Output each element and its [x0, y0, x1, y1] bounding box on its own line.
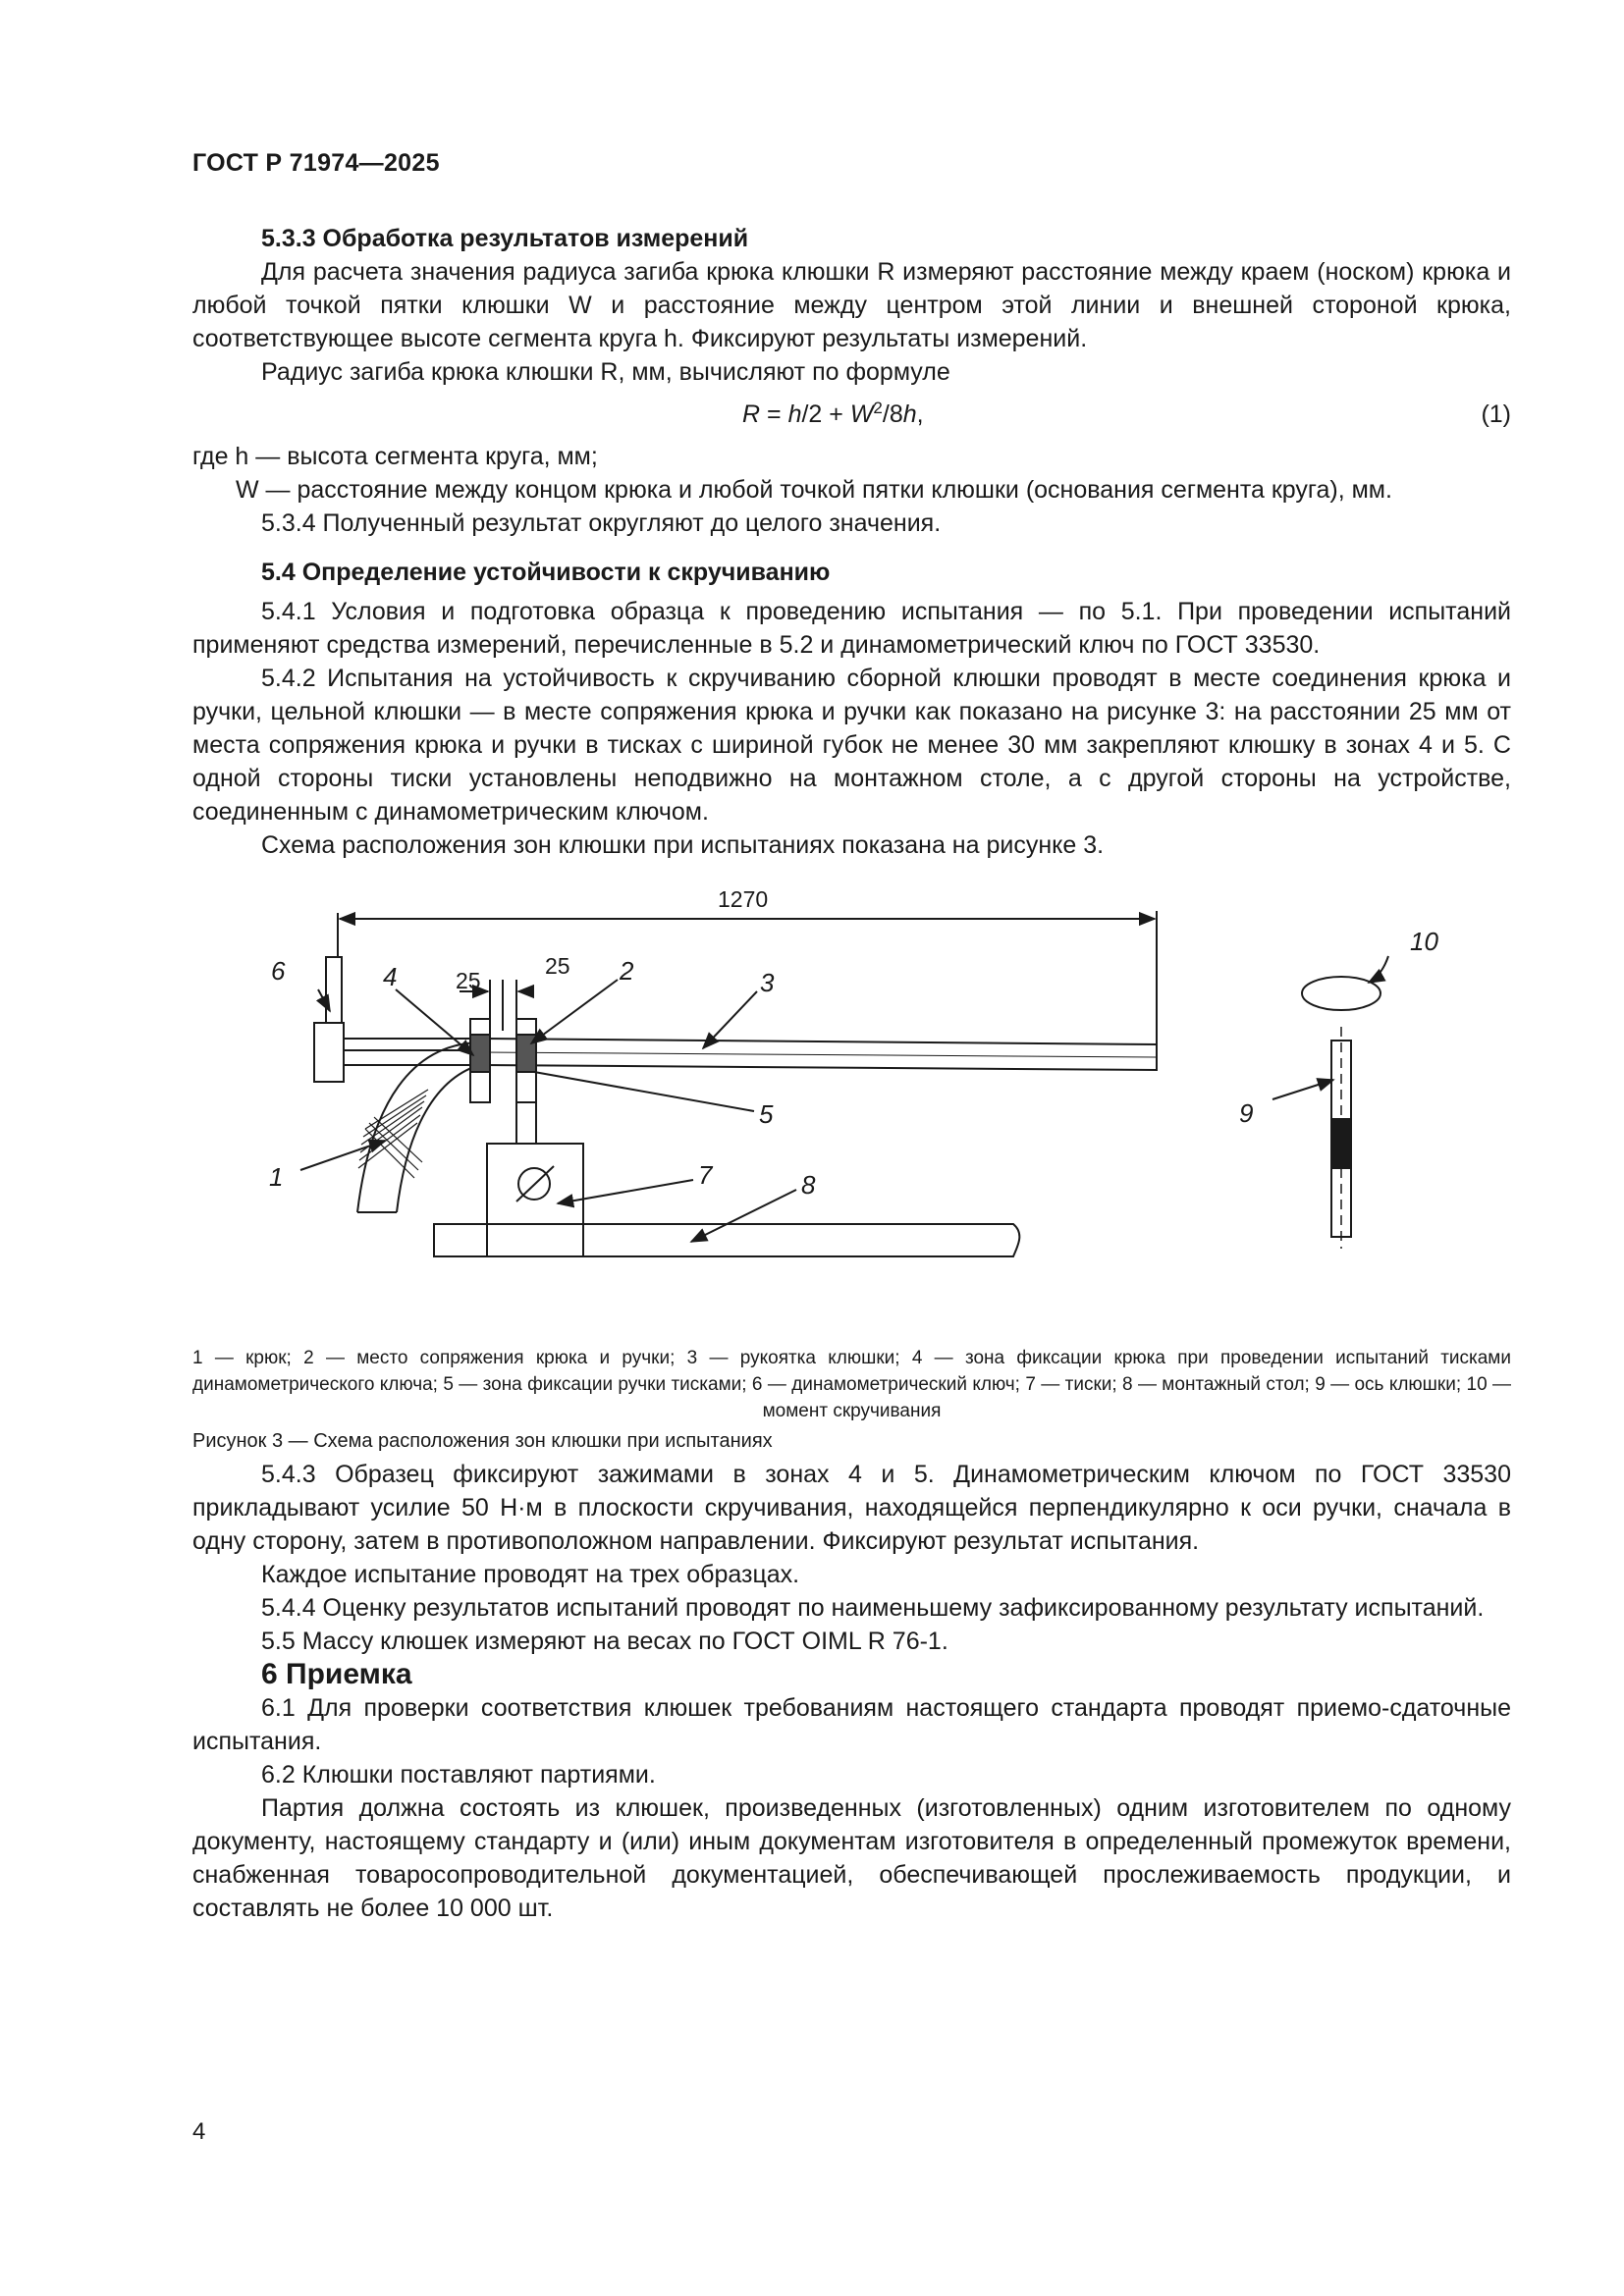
paragraph-5-5: 5.5 Массу клюшек измеряют на весах по ГОСТ OIML R 76-1. [261, 1628, 948, 1655]
label-3: 3 [760, 968, 775, 997]
label-9: 9 [1239, 1098, 1254, 1128]
label-4: 4 [383, 962, 398, 991]
where-h: где h — высота сегмента круга, мм; [192, 443, 598, 470]
formula-line [192, 391, 1511, 438]
paragraph-5-4-1: 5.4.1 Условия и подготовка образца к проведению испытания — по 5.1. При проведении испытаний применяют средства измерений, перечисленные в 5.2 и динамометрический ключ по ГОСТ 33530. [192, 598, 1511, 659]
where-w: W — расстояние между концом крюка и любой точкой пятки клюшки (основания сегмента круга), мм. [236, 476, 1392, 504]
document-header: ГОСТ Р 71974—2025 [192, 149, 440, 177]
paragraph-5-3-3: Для расчета значения радиуса загиба крюка клюшки R измеряют расстояние между краем (носком) крюка и любой точкой пятки клюшки W и расстояние между центром этой линии и внешней стороной крюка, соответствующее высоте сегмента круга h. Фиксируют результаты измерений. [192, 258, 1511, 352]
paragraph-6-2: 6.2 Клюшки поставляют партиями. [261, 1761, 656, 1789]
formula: $R = h/2 + W^2/8h$, [742, 399, 924, 428]
heading-6: 6 Приемка [261, 1658, 412, 1690]
paragraph-each-test: Каждое испытание проводят на трех образцах. [261, 1561, 800, 1588]
heading-5-4: 5.4 Определение устойчивости к скручиванию [261, 559, 831, 586]
dimension-25-right: 25 [545, 953, 570, 979]
page-number: 4 [192, 2118, 206, 2145]
label-7: 7 [698, 1160, 713, 1190]
label-2: 2 [620, 956, 634, 986]
dimension-1270: 1270 [718, 886, 769, 912]
label-6: 6 [271, 956, 286, 986]
label-5: 5 [759, 1099, 774, 1129]
figure-3-legend: 1 — крюк; 2 — место сопряжения крюка и ручки; 3 — рукоятка клюшки; 4 — зона фиксации крюка при проведении испытаний тисками динамометрического ключа; 5 — зона фиксации ручки тисками; 6 — динамометрический ключ; 7 — тиски; 8 — монтажный стол; 9 — ось клюшки; 10 — момент скручивания [192, 1348, 1511, 1421]
paragraph-5-4-2: 5.4.2 Испытания на устойчивость к скручиванию сборной клюшки проводят в месте соединения крюка и ручки, цельной клюшки — в месте сопряжения крюка и ручки как показано на рисунке 3: на расстоянии 25 мм от места сопряжения крюка и ручки в тисках с шириной губок не менее 30 мм закрепляют клюшку в зонах 4 и 5. С одной стороны тиски установлены неподвижно на монтажном столе, а с другой стороны на устройстве, соединенным с динамометрическим ключом. [192, 665, 1511, 826]
paragraph-scheme: Схема расположения зон клюшки при испытаниях показана на рисунке 3. [261, 831, 1105, 859]
formula-number: (1) [1481, 400, 1511, 428]
dimension-25-left: 25 [456, 968, 481, 993]
document-body [192, 222, 1511, 1925]
label-8: 8 [801, 1170, 816, 1200]
figure-3 [192, 883, 1511, 1345]
paragraph-6-1: 6.1 Для проверки соответствия клюшек требованиям настоящего стандарта проводят приемо-сдаточные испытания. [192, 1694, 1511, 1755]
paragraph-5-4-3: 5.4.3 Образец фиксируют зажимами в зонах 4 и 5. Динамометрическим ключом по ГОСТ 33530 прикладывают усилие 50 Н·м в плоскости скручивания, находящейся перпендикулярно к оси ручки, сначала в одну сторону, затем в противоположном направлении. Фиксируют результат испытания. [192, 1461, 1511, 1555]
label-10: 10 [1410, 927, 1438, 956]
heading-5-3-3: 5.3.3 Обработка результатов измерений [261, 225, 749, 252]
paragraph-formula-intro: Радиус загиба крюка клюшки R, мм, вычисляют по формуле [261, 358, 950, 386]
figure-3-caption: Рисунок 3 — Схема расположения зон клюшки при испытаниях [192, 1430, 773, 1452]
figure-3-drawing [192, 883, 1511, 1345]
paragraph-batch: Партия должна состоять из клюшек, произведенных (изготовленных) одним изготовителем по одному документу, настоящему стандарту и (или) иным документам изготовителя в определенный промежуток времени, снабженная товаросопроводительной документацией, обеспечивающей прослеживаемость продукции, и составлять не более 10 000 шт. [192, 1794, 1511, 1922]
label-1: 1 [269, 1162, 284, 1192]
paragraph-5-3-4: 5.3.4 Полученный результат округляют до целого значения. [261, 509, 942, 537]
paragraph-5-4-4: 5.4.4 Оценку результатов испытаний проводят по наименьшему зафиксированному результату испытаний. [261, 1594, 1485, 1622]
